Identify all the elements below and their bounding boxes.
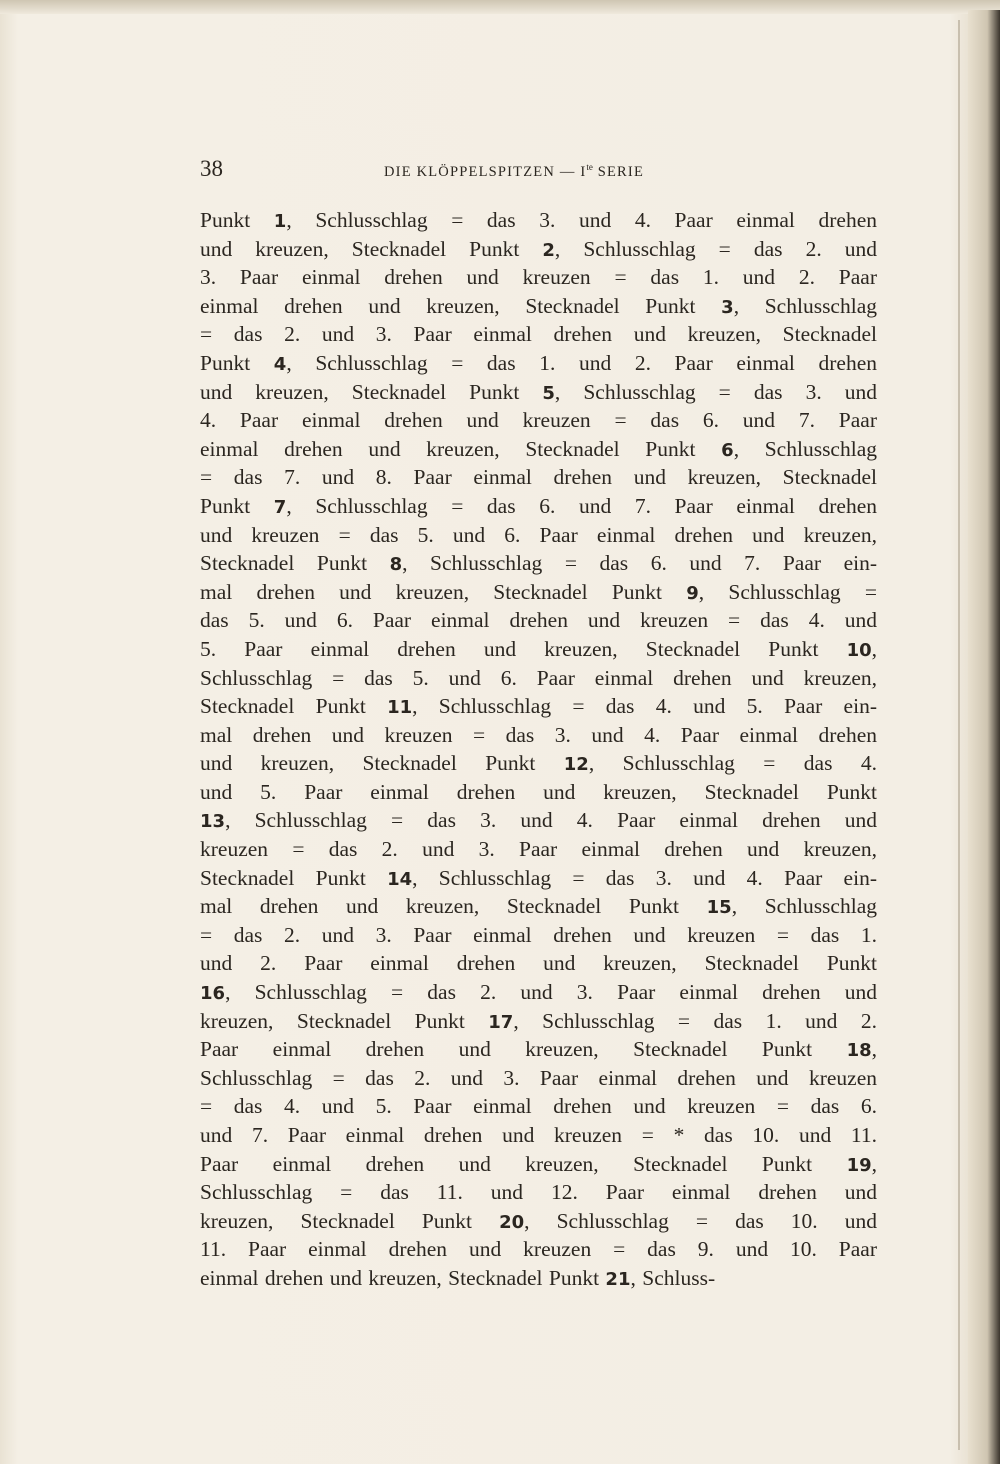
text-segment: Schlusschlag = das 11. und 12. Paar einmal drehen und bbox=[200, 1180, 877, 1205]
text-segment: , Schlusschlag = das 10. und bbox=[524, 1208, 877, 1233]
punkt-number: 3 bbox=[721, 296, 734, 318]
text-segment: Punkt bbox=[200, 493, 274, 518]
text-segment: mal drehen und kreuzen, Stecknadel Punkt bbox=[200, 894, 707, 919]
punkt-number: 12 bbox=[563, 754, 589, 776]
punkt-number: 15 bbox=[706, 897, 732, 919]
punkt-number: 7 bbox=[273, 496, 287, 518]
text-segment: und kreuzen, Stecknadel Punkt bbox=[200, 236, 543, 261]
text-segment: , Schlusschlag bbox=[731, 894, 877, 919]
text-segment: , Schlusschlag bbox=[733, 436, 877, 461]
text-segment: , Schlusschlag = das 3. und bbox=[554, 379, 877, 404]
text-segment: , Schlusschlag = das 2. und 3. Paar einmal drehen und bbox=[225, 980, 877, 1005]
text-line bbox=[200, 1178, 877, 1207]
page-header bbox=[200, 156, 880, 188]
text-segment: , Schlusschlag = das 2. und bbox=[554, 236, 877, 261]
text-segment: 5. Paar einmal drehen und kreuzen, Stecknadel Punkt bbox=[200, 636, 847, 661]
text-segment: , Schlusschlag = das 4. bbox=[588, 751, 877, 776]
text-line bbox=[200, 606, 877, 635]
text-segment: kreuzen = das 2. und 3. Paar einmal drehen und kreuzen, bbox=[200, 837, 877, 862]
punkt-number: 20 bbox=[499, 1211, 525, 1233]
text-segment: = das 2. und 3. Paar einmal drehen und kreuzen = das 1. bbox=[200, 922, 877, 947]
punkt-number: 1 bbox=[273, 211, 287, 232]
text-line bbox=[200, 320, 877, 349]
text-segment: mal drehen und kreuzen, Stecknadel Punkt bbox=[200, 579, 687, 604]
text-segment: Schlusschlag = das 5. und 6. Paar einmal drehen und kreuzen, bbox=[200, 665, 877, 690]
text-line bbox=[200, 921, 877, 950]
text-segment: und 5. Paar einmal drehen und kreuzen, Stecknadel Punkt bbox=[200, 779, 877, 804]
running-title-superscript: te bbox=[586, 162, 593, 172]
text-line bbox=[200, 664, 877, 693]
text-line bbox=[200, 349, 877, 378]
text-segment: Punkt bbox=[200, 350, 274, 375]
text-segment: Stecknadel Punkt bbox=[200, 694, 388, 719]
punkt-number: 2 bbox=[542, 239, 555, 261]
text-line bbox=[200, 263, 877, 292]
punkt-number: 8 bbox=[389, 554, 403, 576]
text-line bbox=[200, 492, 877, 521]
page-right-edge bbox=[968, 10, 1000, 1464]
punkt-number: 10 bbox=[846, 639, 872, 661]
text-line bbox=[200, 1235, 877, 1264]
text-segment: , Schlusschlag = das 1. und 2. bbox=[513, 1008, 877, 1033]
text-segment: , Schlusschlag = das 1. und 2. Paar einmal drehen bbox=[286, 350, 877, 375]
text-segment: = das 2. und 3. Paar einmal drehen und kreuzen, Stecknadel bbox=[200, 322, 877, 347]
page-edge-shadow bbox=[958, 20, 960, 1450]
text-line bbox=[200, 635, 877, 664]
text-segment: das 5. und 6. Paar einmal drehen und kreuzen = das 4. und bbox=[200, 608, 877, 633]
text-line bbox=[200, 1035, 877, 1064]
running-title-main: DIE KLÖPPELSPITZEN — I bbox=[384, 163, 587, 180]
text-segment: und kreuzen, Stecknadel Punkt bbox=[200, 751, 564, 776]
page-number: 38 bbox=[200, 156, 223, 181]
text-segment: und 7. Paar einmal drehen und kreuzen = * das 10. und 11. bbox=[200, 1123, 877, 1147]
text-segment: , Schlusschlag bbox=[733, 293, 877, 318]
text-line bbox=[200, 835, 877, 864]
text-line bbox=[200, 721, 877, 750]
text-segment: , Schlusschlag = das 3. und 4. Paar einmal drehen bbox=[286, 208, 877, 232]
running-title-end: SERIE bbox=[592, 163, 645, 180]
text-line bbox=[200, 1150, 877, 1179]
text-line bbox=[200, 1007, 877, 1036]
text-line bbox=[200, 749, 877, 778]
text-line bbox=[200, 1064, 877, 1093]
text-segment: Stecknadel Punkt bbox=[200, 865, 388, 890]
punkt-number: 11 bbox=[387, 697, 413, 719]
text-segment: , Schlusschlag = das 4. und 5. Paar ein- bbox=[412, 694, 877, 719]
text-line bbox=[200, 578, 877, 607]
text-segment: kreuzen, Stecknadel Punkt bbox=[200, 1008, 489, 1033]
body-text bbox=[200, 206, 877, 1293]
text-line bbox=[200, 235, 877, 264]
text-line bbox=[200, 206, 877, 235]
text-segment: Schlusschlag = das 2. und 3. Paar einmal drehen und kreuzen bbox=[200, 1065, 877, 1090]
text-segment: = das 4. und 5. Paar einmal drehen und kreuzen = das 6. bbox=[200, 1094, 877, 1119]
text-segment: einmal drehen und kreuzen, Stecknadel Punkt bbox=[200, 1265, 606, 1290]
text-segment: und 2. Paar einmal drehen und kreuzen, Stecknadel Punkt bbox=[200, 951, 877, 976]
text-line bbox=[200, 1121, 877, 1150]
punkt-number: 19 bbox=[846, 1154, 872, 1176]
text-segment: , bbox=[871, 1037, 877, 1062]
text-segment: einmal drehen und kreuzen, Stecknadel Punkt bbox=[200, 293, 722, 318]
text-line bbox=[200, 806, 877, 835]
text-line bbox=[200, 692, 877, 721]
text-line bbox=[200, 949, 877, 978]
text-segment: kreuzen, Stecknadel Punkt bbox=[200, 1208, 500, 1233]
text-line bbox=[200, 978, 877, 1007]
punkt-number: 9 bbox=[686, 582, 699, 604]
text-line bbox=[200, 463, 877, 492]
text-segment: , Schlusschlag = das 3. und 4. Paar einmal drehen und bbox=[225, 808, 877, 833]
page-top-edge bbox=[0, 0, 1000, 14]
text-line bbox=[200, 892, 877, 921]
punkt-number: 6 bbox=[721, 439, 734, 461]
text-segment: Stecknadel Punkt bbox=[200, 551, 390, 576]
text-segment: mal drehen und kreuzen = das 3. und 4. Paar einmal drehen bbox=[200, 722, 877, 747]
text-segment: und kreuzen = das 5. und 6. Paar einmal drehen und kreuzen, bbox=[200, 522, 877, 547]
text-segment: 4. Paar einmal drehen und kreuzen = das 6. und 7. Paar bbox=[200, 408, 877, 433]
text-line bbox=[200, 1264, 877, 1293]
text-segment: 11. Paar einmal drehen und kreuzen = das 9. und 10. Paar bbox=[200, 1237, 877, 1262]
text-segment: und kreuzen, Stecknadel Punkt bbox=[200, 379, 543, 404]
punkt-number: 18 bbox=[846, 1040, 872, 1062]
text-segment: , Schlusschlag = bbox=[698, 579, 877, 604]
text-segment: Paar einmal drehen und kreuzen, Stecknadel Punkt bbox=[200, 1037, 847, 1062]
text-segment: 3. Paar einmal drehen und kreuzen = das 1. und 2. Paar bbox=[200, 265, 877, 290]
text-segment: Punkt bbox=[200, 208, 274, 232]
punkt-number: 4 bbox=[273, 353, 287, 375]
punkt-number: 5 bbox=[542, 382, 555, 404]
text-line bbox=[200, 549, 877, 578]
punkt-number: 16 bbox=[200, 983, 226, 1005]
text-line bbox=[200, 1207, 877, 1236]
text-segment: , bbox=[871, 636, 877, 661]
text-line bbox=[200, 292, 877, 321]
text-segment: , Schlusschlag = das 6. und 7. Paar ein- bbox=[402, 551, 877, 576]
text-line bbox=[200, 435, 877, 464]
text-line bbox=[200, 864, 877, 893]
text-segment: Paar einmal drehen und kreuzen, Stecknadel Punkt bbox=[200, 1151, 847, 1176]
text-segment: , Schlusschlag = das 3. und 4. Paar ein- bbox=[412, 865, 877, 890]
text-segment: , Schlusschlag = das 6. und 7. Paar einmal drehen bbox=[286, 493, 877, 518]
text-line bbox=[200, 1092, 877, 1121]
punkt-number: 13 bbox=[200, 811, 226, 833]
text-segment: = das 7. und 8. Paar einmal drehen und kreuzen, Stecknadel bbox=[200, 465, 877, 490]
text-segment: , Schluss- bbox=[630, 1265, 716, 1290]
text-line bbox=[200, 521, 877, 550]
running-title bbox=[384, 162, 644, 181]
punkt-number: 17 bbox=[488, 1011, 514, 1033]
text-line bbox=[200, 406, 877, 435]
text-line bbox=[200, 378, 877, 407]
text-segment: , bbox=[871, 1151, 877, 1176]
punkt-number: 14 bbox=[387, 868, 413, 890]
text-line bbox=[200, 778, 877, 807]
text-segment: einmal drehen und kreuzen, Stecknadel Punkt bbox=[200, 436, 722, 461]
punkt-number: 21 bbox=[605, 1268, 631, 1290]
